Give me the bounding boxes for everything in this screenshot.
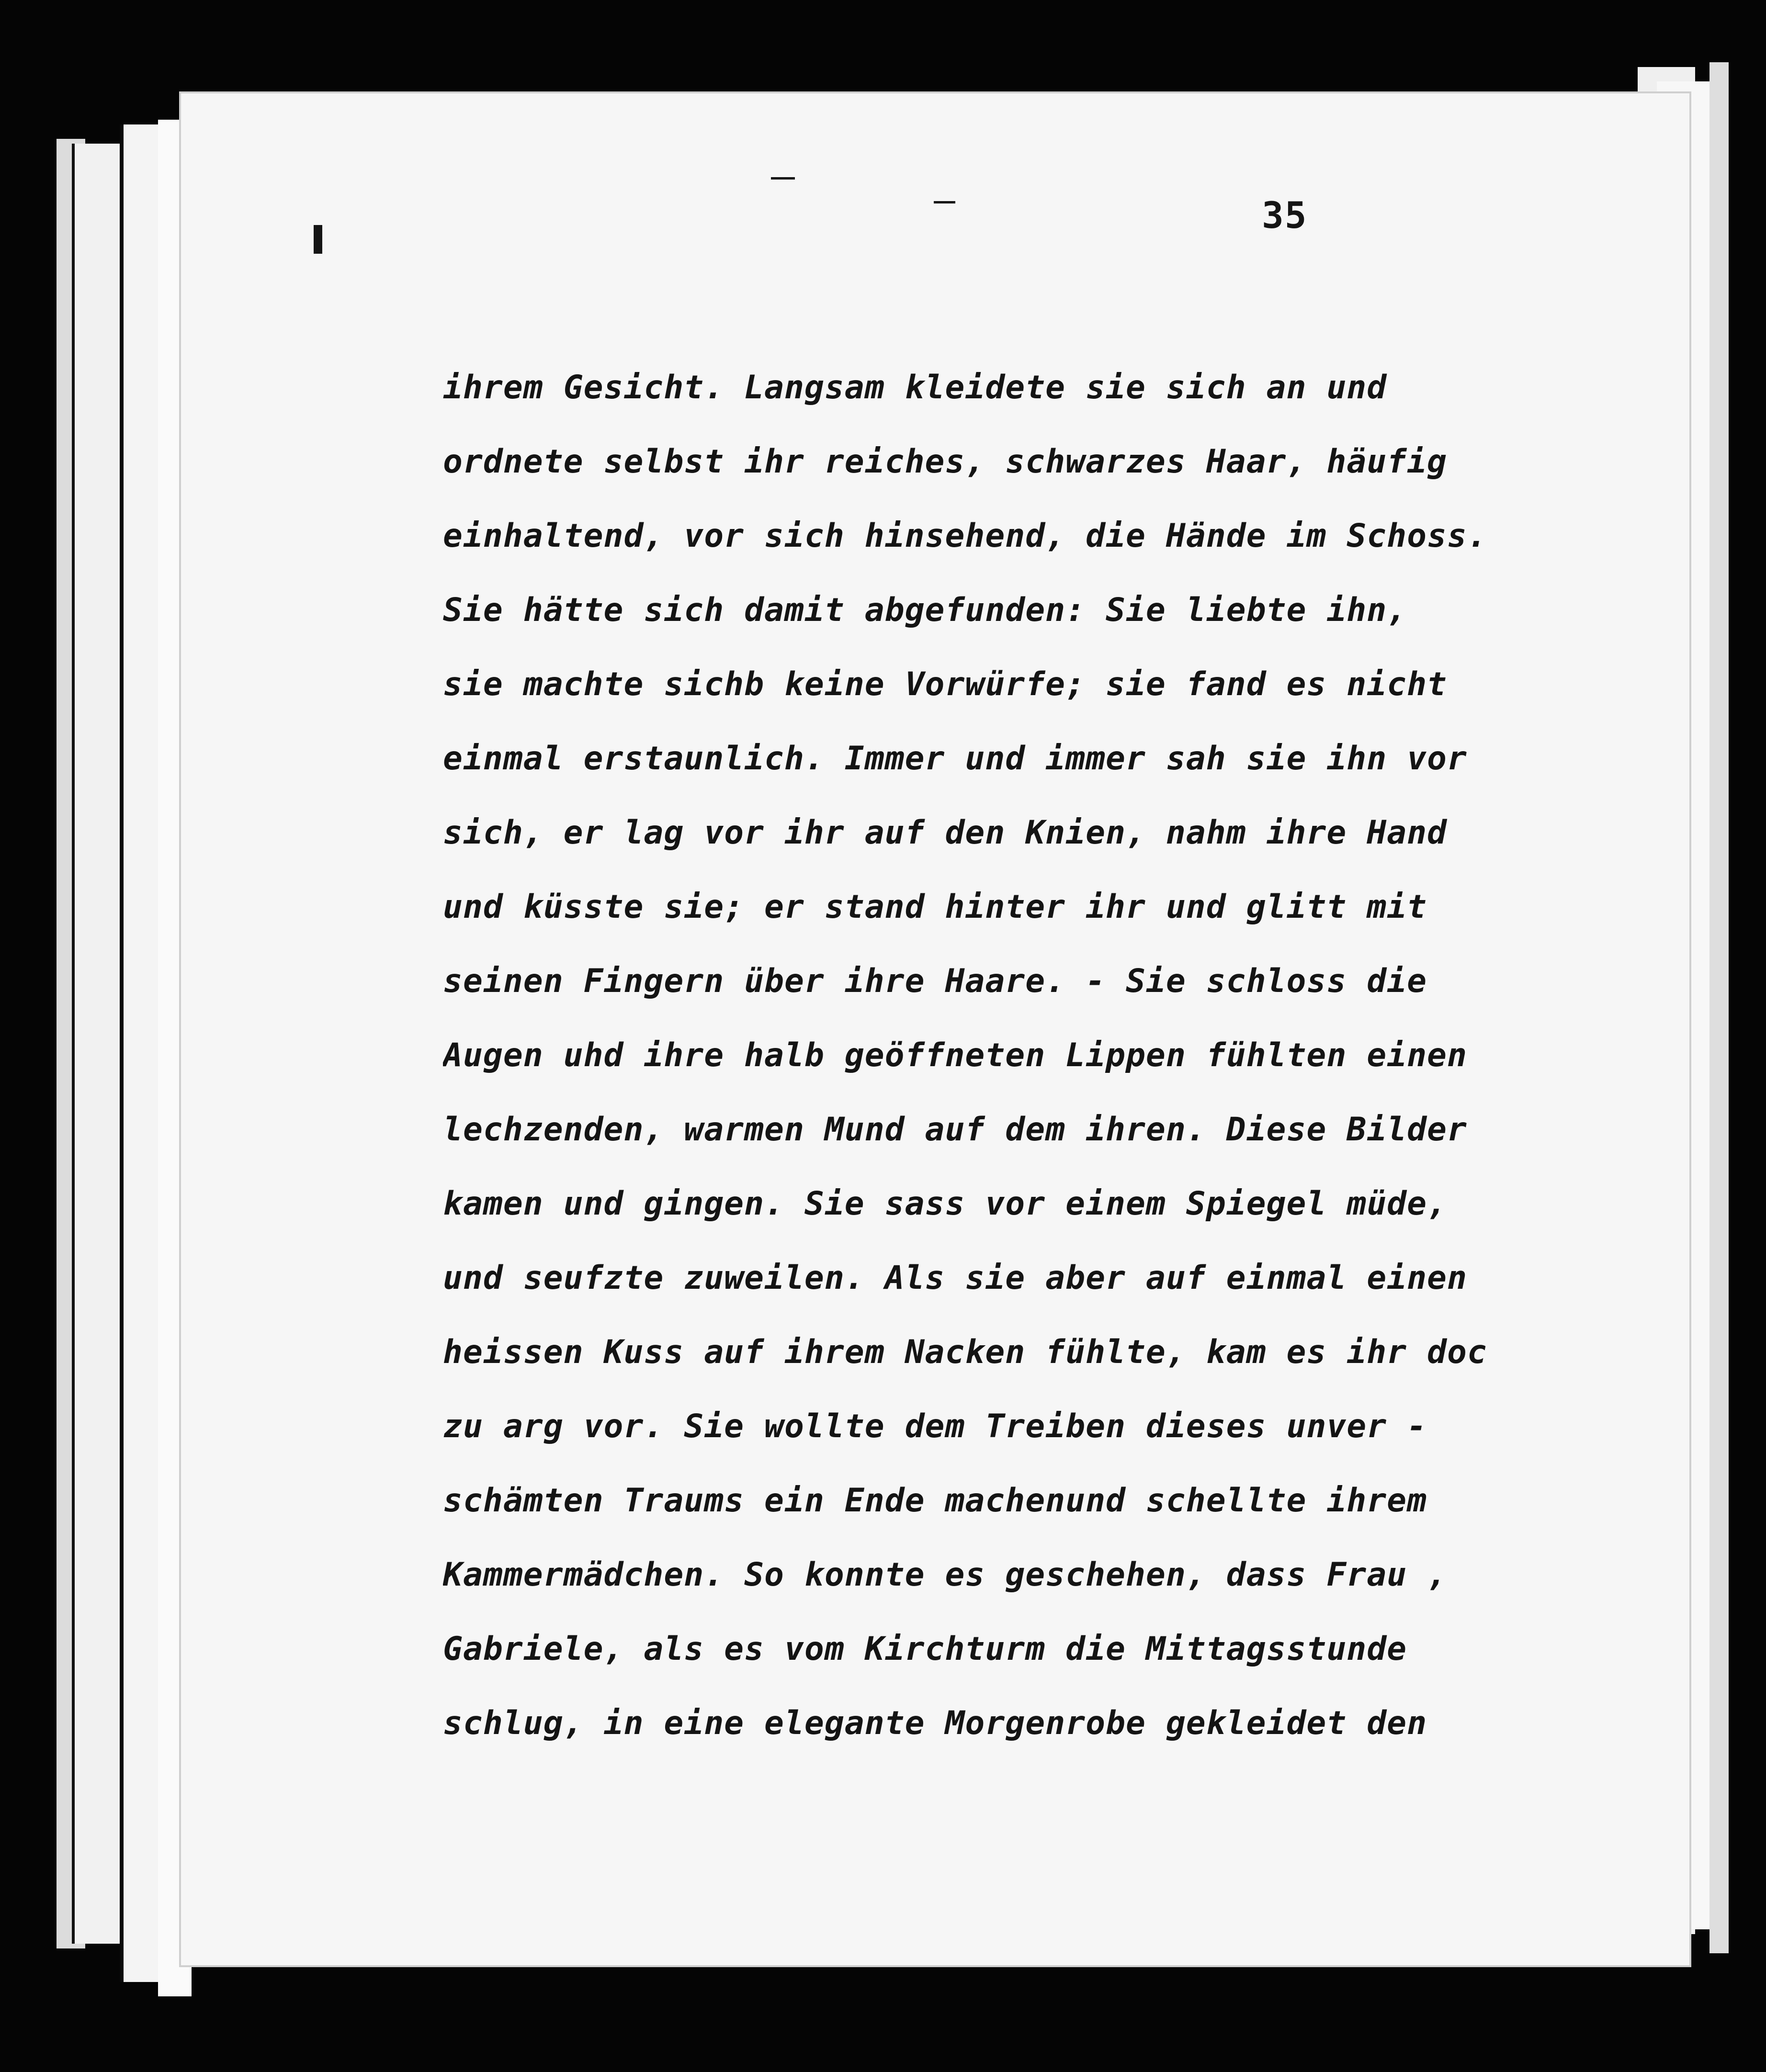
text-line: einhaltend, vor sich hinsehend, die Hände im Schoss. — [443, 517, 1487, 555]
text-line: einmal erstaunlich. Immer und immer sah sie ihn vor — [443, 740, 1467, 777]
page-number: 35 — [1262, 194, 1308, 236]
text-line: Augen uhd ihre halb geöffneten Lippen fühlten einen — [443, 1036, 1467, 1074]
ink-mark — [934, 201, 955, 203]
text-line: sie machte sichb keine Vorwürfe; sie fand es nicht — [443, 665, 1447, 703]
text-line: seinen Fingern über ihre Haare. - Sie schloss die — [443, 962, 1427, 1000]
stacked-page-edge — [1709, 62, 1729, 1953]
ink-mark — [771, 177, 795, 180]
text-line: schlug, in eine elegante Morgenrobe gekleidet den — [443, 1704, 1427, 1742]
text-line: Sie hätte sich damit abgefunden: Sie liebte ihn, — [443, 591, 1407, 629]
text-line: ihrem Gesicht. Langsam kleidete sie sich an und — [443, 369, 1387, 406]
text-line: kamen und gingen. Sie sass vor einem Spiegel müde, — [443, 1185, 1447, 1223]
ink-mark — [314, 225, 322, 254]
text-line: zu arg vor. Sie wollte dem Treiben dieses unver - — [443, 1408, 1427, 1445]
text-line: schämten Traums ein Ende machenund schellte ihrem — [443, 1482, 1427, 1520]
text-line: ordnete selbst ihr reiches, schwarzes Haar, häufig — [443, 443, 1447, 481]
stacked-page-edge — [72, 144, 120, 1944]
text-line: heissen Kuss auf ihrem Nacken fühlte, kam es ihr doc — [443, 1333, 1487, 1371]
text-line: Gabriele, als es vom Kirchturm die Mittagsstunde — [443, 1630, 1407, 1668]
text-line: und seufzte zuweilen. Als sie aber auf einmal einen — [443, 1259, 1467, 1297]
text-line: lechzenden, warmen Mund auf dem ihren. Diese Bilder — [443, 1111, 1467, 1149]
text-line: sich, er lag vor ihr auf den Knien, nahm ihre Hand — [443, 814, 1447, 852]
text-line: und küsste sie; er stand hinter ihr und glitt mit — [443, 888, 1427, 926]
text-line: Kammermädchen. So konnte es geschehen, dass Frau , — [443, 1556, 1447, 1594]
